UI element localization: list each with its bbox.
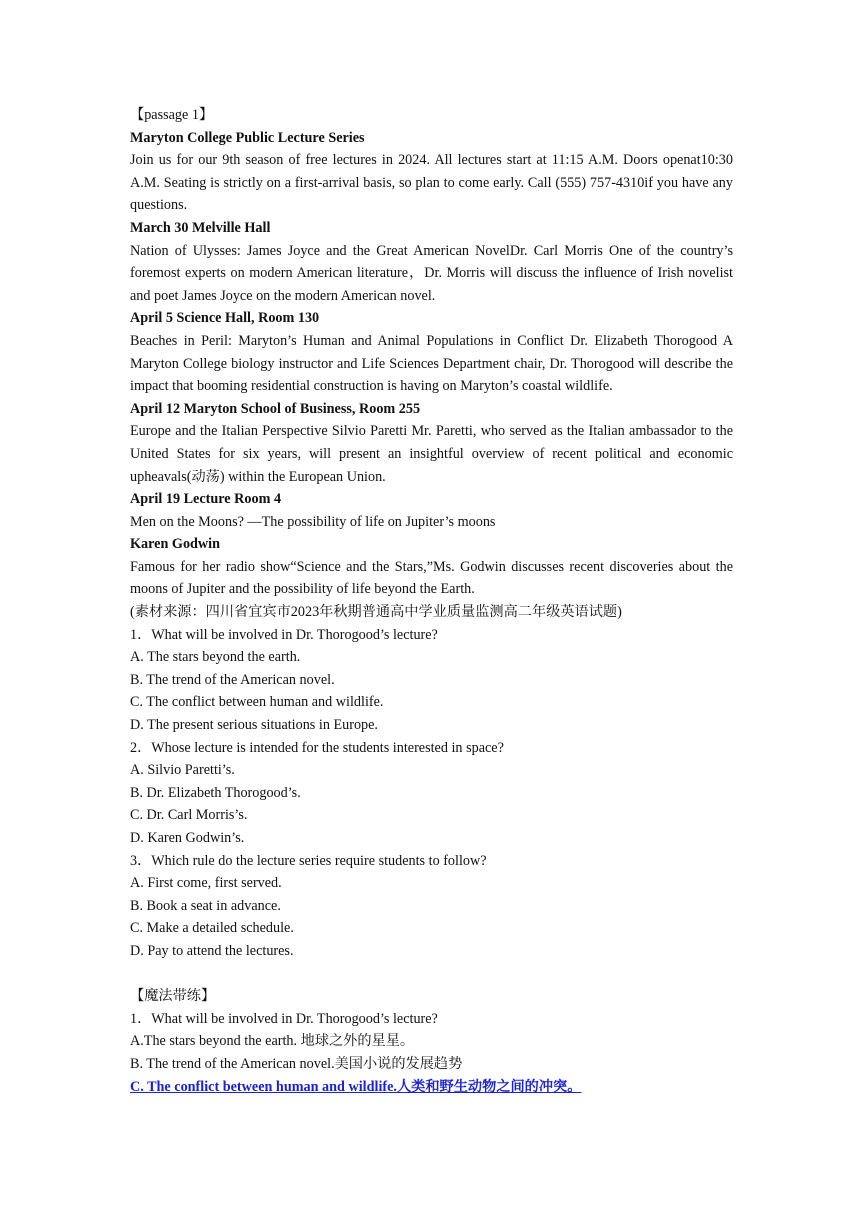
option-d: D. The present serious situations in Europe. bbox=[130, 717, 378, 734]
lecture-4-subtitle: Men on the Moons? —The possibility of life on Jupiter’s moons bbox=[130, 513, 496, 530]
option-b: B. Dr. Elizabeth Thorogood’s. bbox=[130, 784, 301, 801]
question-stem: 2．Whose lecture is intended for the students interested in space? bbox=[130, 739, 504, 756]
document-page bbox=[130, 104, 733, 1098]
question-stem: 1．What will be involved in Dr. Thorogood’s lecture? bbox=[130, 626, 438, 643]
lecture-3-body: Europe and the Italian Perspective Silvio Paretti Mr. Paretti, who served as the Italian ambassador to the United States for six years, will present an insightful overview of recent political and economic upheavals(动荡) within the European Union. bbox=[130, 423, 733, 485]
practice-answer-link[interactable]: C. The conflict between human and wildlife.人类和野生动物之间的冲突。 bbox=[130, 1078, 582, 1095]
option-a: A. The stars beyond the earth. bbox=[130, 649, 301, 666]
option-c: C. The conflict between human and wildlife. bbox=[130, 694, 384, 711]
practice-stem: 1．What will be involved in Dr. Thorogood’s lecture? bbox=[130, 1010, 438, 1027]
lecture-3-heading: April 12 Maryton School of Business, Room 255 bbox=[130, 400, 421, 417]
option-c: C. Make a detailed schedule. bbox=[130, 920, 294, 937]
option-b: B. Book a seat in advance. bbox=[130, 897, 281, 914]
option-d: D. Pay to attend the lectures. bbox=[130, 942, 294, 959]
passage-title: Maryton College Public Lecture Series bbox=[130, 129, 365, 146]
lecture-4-speaker: Karen Godwin bbox=[130, 536, 221, 553]
lecture-4-heading: April 19 Lecture Room 4 bbox=[130, 491, 282, 508]
question-stem: 3．Which rule do the lecture series require students to follow? bbox=[130, 852, 487, 869]
lecture-1-heading: March 30 Melville Hall bbox=[130, 219, 271, 236]
passage-tag: 【passage 1】 bbox=[130, 107, 214, 123]
option-a: A. Silvio Paretti’s. bbox=[130, 762, 235, 779]
lecture-1-body: Nation of Ulysses: James Joyce and the Great American NovelDr. Carl Morris One of the country’s foremost experts on modern American literature，Dr. Morris will discuss the influence of Irish novelist and poet James Joyce on the modern American novel. bbox=[130, 242, 733, 304]
practice-tag: 【魔法带练】 bbox=[130, 988, 216, 1005]
lecture-2-heading: April 5 Science Hall, Room 130 bbox=[130, 310, 320, 327]
question-2 bbox=[130, 737, 733, 850]
option-a: A. First come, first served. bbox=[130, 875, 282, 892]
practice-section bbox=[130, 985, 733, 1098]
option-b: B. The trend of the American novel. bbox=[130, 671, 335, 688]
lecture-4-body: Famous for her radio show“Science and the Stars,”Ms. Godwin discusses recent discoveries about the moons of Jupiter and the possibility of life beyond the Earth. bbox=[130, 558, 733, 598]
practice-option-b: B. The trend of the American novel.美国小说的发展趋势 bbox=[130, 1055, 463, 1072]
option-d: D. Karen Godwin’s. bbox=[130, 830, 245, 846]
practice-option-a: A.The stars beyond the earth. 地球之外的星星。 bbox=[130, 1033, 415, 1050]
question-1 bbox=[130, 624, 733, 737]
lecture-2-body: Beaches in Peril: Maryton’s Human and Animal Populations in Conflict Dr. Elizabeth Thorogood A Maryton College biology instructor and Life Sciences Department chair, Dr. Thorogood will describe the impact that booming residential construction is having on Maryton’s coastal wildlife. bbox=[130, 332, 733, 395]
option-c: C. Dr. Carl Morris’s. bbox=[130, 807, 248, 824]
source-note: (素材来源：四川省宜宾市2023年秋期普通高中学业质量监测高二年级英语试题) bbox=[130, 604, 622, 621]
passage-intro: Join us for our 9th season of free lectures in 2024. All lectures start at 11:15 A.M. Doors openat10:30 A.M. Seating is strictly on a first-arrival basis, so plan to come early. Call (555) 757-4310if you have any questions. bbox=[130, 152, 733, 214]
section-spacer bbox=[130, 963, 733, 986]
question-3 bbox=[130, 850, 733, 963]
